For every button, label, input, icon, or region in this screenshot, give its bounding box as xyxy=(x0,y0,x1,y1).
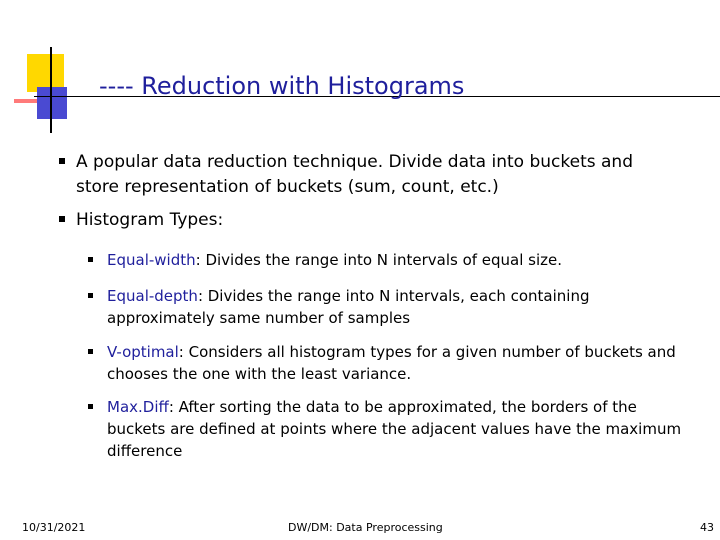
histogram-type-term: V-optimal xyxy=(107,343,179,361)
bullet-square-icon xyxy=(59,158,65,164)
sub-bullet-square-icon xyxy=(88,349,93,354)
histogram-type-description: : Divides the range into N intervals, each containing approximately same number of samples xyxy=(107,287,590,327)
bullet-square-icon xyxy=(59,216,65,222)
histogram-type-description: : After sorting the data to be approximated, the borders of the buckets are defined at points where the adjacent values have the maximum difference xyxy=(107,398,682,460)
bullet-text: Histogram Types: xyxy=(76,210,224,230)
histogram-type-item xyxy=(107,285,697,329)
slide-title: ---- Reduction with Histograms xyxy=(99,72,465,100)
histogram-type-item xyxy=(107,396,697,462)
sub-bullet-square-icon xyxy=(88,293,93,298)
sub-bullet-square-icon xyxy=(88,404,93,409)
histogram-type-term: Equal-depth xyxy=(107,287,198,305)
histogram-type-term: Max.Diff xyxy=(107,398,169,416)
page-number: 43 xyxy=(700,521,714,534)
footer-date: 10/31/2021 xyxy=(22,521,86,534)
histogram-type-description: : Divides the range into N intervals of equal size. xyxy=(195,251,563,269)
footer-course-title: DW/DM: Data Preprocessing xyxy=(288,521,443,534)
bullet-text: A popular data reduction technique. Divide data into buckets and store representation of buckets (sum, count, etc.) xyxy=(76,152,633,197)
histogram-type-term: Equal-width xyxy=(107,251,196,269)
histogram-type-description: : Considers all histogram types for a given number of buckets and chooses the one with the least variance. xyxy=(107,343,676,383)
sub-bullet-square-icon xyxy=(88,257,93,262)
blue-square-decoration xyxy=(37,87,67,119)
histogram-type-item xyxy=(107,341,697,385)
histogram-type-item xyxy=(107,249,697,271)
vertical-rule xyxy=(50,47,52,133)
